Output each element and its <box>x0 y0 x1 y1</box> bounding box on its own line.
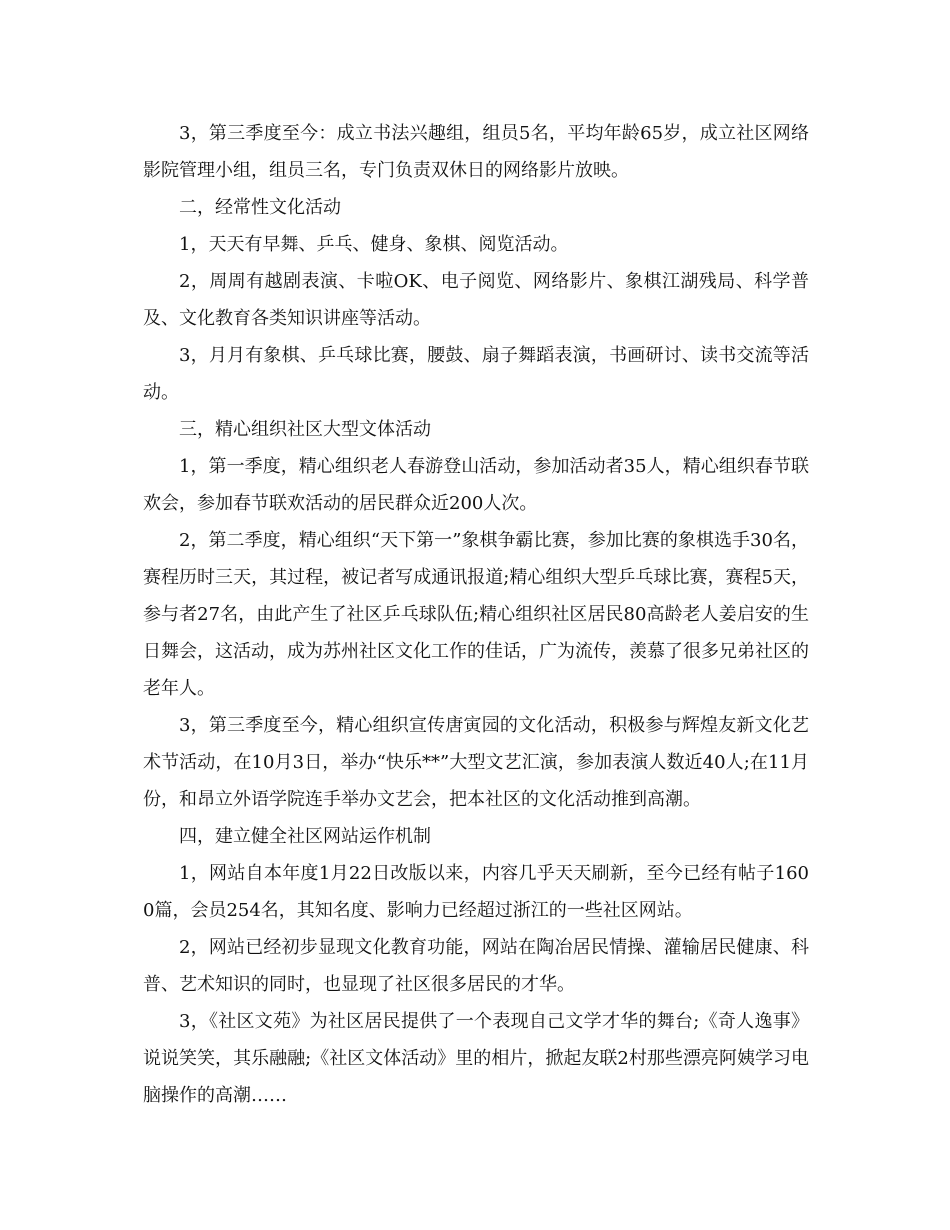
section-heading: 二，经常性文化活动 <box>179 197 341 218</box>
paragraph: 2，周周有越剧表演、卡啦OK、电子阅览、网络影片、象棋江湖残局、科学普及、文化教育各类知识讲座等活动。 <box>143 271 809 329</box>
paragraph: 1，天天有早舞、乒乓、健身、象棋、阅览活动。 <box>179 234 569 255</box>
paragraph: 3，第三季度至今：成立书法兴趣组，组员5名，平均年龄65岁，成立社区网络影院管理小组，组员三名，专门负责双休日的网络影片放映。 <box>143 123 809 181</box>
paragraph: 2，第二季度，精心组织“天下第一”象棋争霸比赛，参加比赛的象棋选手30名，赛程历时三天，其过程，被记者写成通讯报道;精心组织大型乒乓球比赛，赛程5天，参与者27名，由此产生了社区乒乓球队伍;精心组织社区居民80高龄老人姜启安的生日舞会，这活动，成为苏州社区文化工作的佳话，广为流传，羡慕了很多兄弟社区的老年人。 <box>143 530 809 699</box>
section-heading: 四，建立健全社区网站运作机制 <box>179 826 431 847</box>
paragraph: 1，网站自本年度1月22日改版以来，内容几乎天天刷新，至今已经有帖子1600篇，会员254名，其知名度、影响力已经超过浙江的一些社区网站。 <box>143 863 809 921</box>
paragraph: 3，第三季度至今，精心组织宣传唐寅园的文化活动，积极参与辉煌友新文化艺术节活动，在10月3日，举办“快乐**”大型文艺汇演，参加表演人数近40人;在11月份，和昂立外语学院连手举办文艺会，把本社区的文化活动推到高潮。 <box>143 715 809 810</box>
paragraph: 3，月月有象棋、乒乓球比赛，腰鼓、扇子舞蹈表演，书画研讨、读书交流等活动。 <box>143 345 809 403</box>
section-heading: 三，精心组织社区大型文体活动 <box>179 419 431 440</box>
paragraph: 1，第一季度，精心组织老人春游登山活动，参加活动者35人，精心组织春节联欢会，参加春节联欢活动的居民群众近200人次。 <box>143 456 809 514</box>
paragraph: 3，《社区文苑》为社区居民提供了一个表现自己文学才华的舞台;《奇人逸事》说说笑笑，其乐融融;《社区文体活动》里的相片，掀起友联2村那些漂亮阿姨学习电脑操作的高潮…… <box>143 1011 809 1106</box>
document-body <box>143 115 809 1114</box>
paragraph: 2，网站已经初步显现文化教育功能，网站在陶冶居民情操、灌输居民健康、科普、艺术知识的同时，也显现了社区很多居民的才华。 <box>143 937 809 995</box>
